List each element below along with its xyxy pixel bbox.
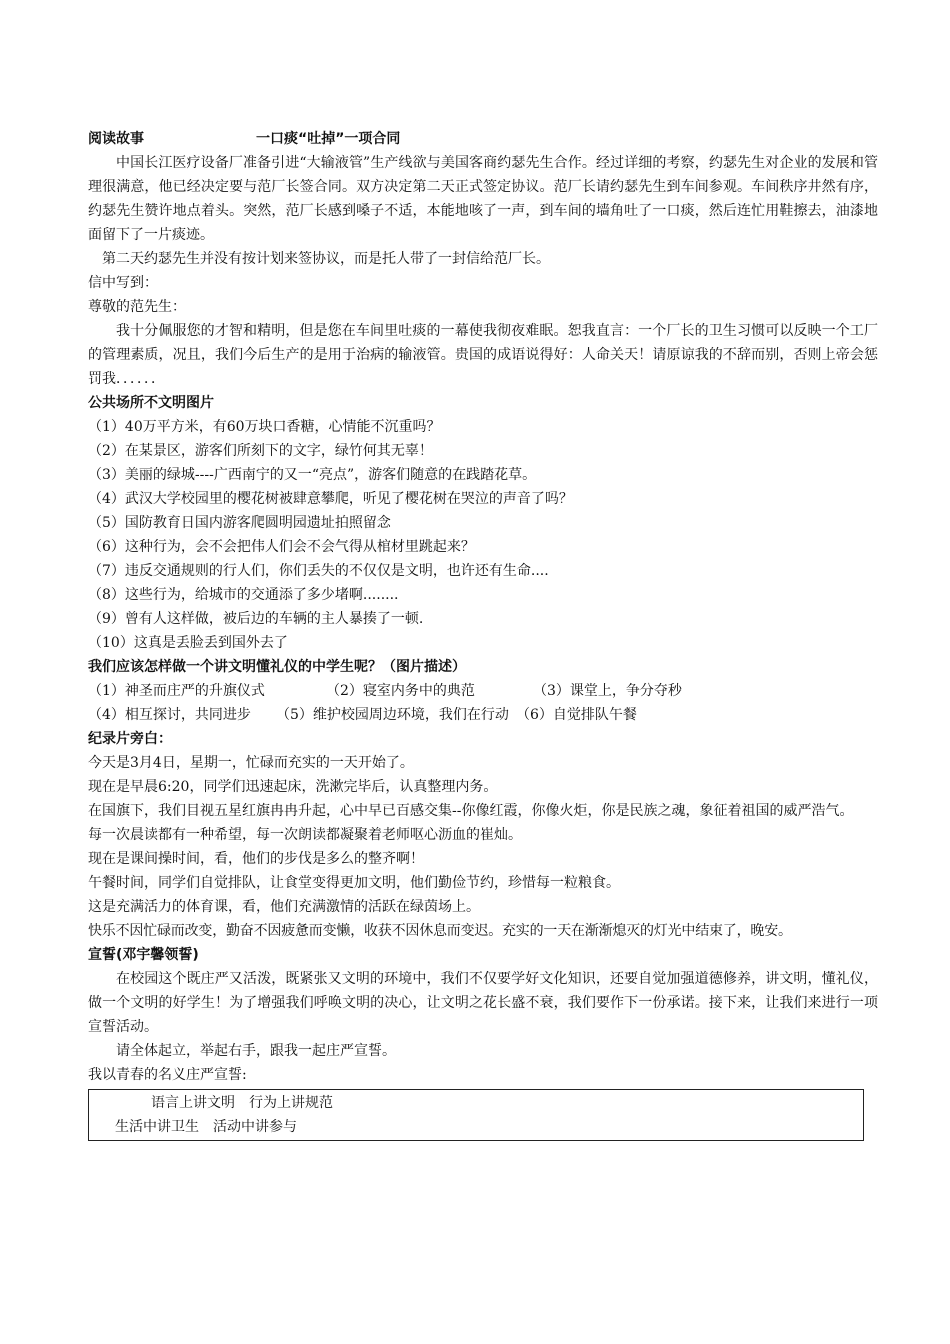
how-item: （1）神圣而庄严的升旗仪式 (88, 683, 265, 699)
story-title-row (88, 127, 878, 151)
oath-intro: 我以青春的名义庄严宣誓: (88, 1067, 247, 1083)
how-row-2 (88, 703, 878, 727)
how-item: （2）寝室内务中的典范 (326, 683, 475, 699)
picture-item: （3）美丽的绿城----广西南宁的又一“亮点”，游客们随意的在践踏花草。 (88, 467, 537, 483)
documentary-line: 在国旗下，我们目视五星红旗冉冉升起，心中早已百感交集--你像红霞，你像火炬，你是民族之魂，象征着祖国的威严浩气。 (88, 803, 854, 819)
story-title: 一口痰“吐掉”一项合同 (256, 131, 401, 147)
letter-intro: 信中写到： (88, 275, 158, 291)
how-row-1 (88, 679, 878, 703)
documentary-heading: 纪录片旁白： (88, 731, 172, 747)
oath-paragraph-2: 请全体起立，举起右手，跟我一起庄严宣誓。 (116, 1043, 396, 1059)
letter-salutation: 尊敬的范先生： (88, 299, 186, 315)
picture-item: （8）这些行为，给城市的交通添了多少堵啊........ (88, 587, 399, 603)
oath-box (88, 1089, 864, 1141)
documentary-line: 现在是课间操时间，看，他们的步伐是多么的整齐啊！ (88, 851, 424, 867)
story-paragraph-1: 中国长江医疗设备厂准备引进“大输液管”生产线欲与美国客商约瑟先生合作。经过详细的考察，约瑟先生对企业的发展和管理很满意，他已经决定要与范厂长签合同。双方决定第二天正式签定协议。范厂长请约瑟先生到车间参观。车间秩序井然有序，约瑟先生赞许地点着头。突然，范厂长感到嗓子不适，本能地咳了一声，到车间的墙角吐了一口痰，然后连忙用鞋擦去，油漆地面留下了一片痰迹。 (88, 155, 878, 243)
picture-item: （2）在某景区，游客们所刻下的文字，绿竹何其无辜！ (88, 443, 433, 459)
documentary-line: 每一次晨读都有一种希望，每一次朗读都凝聚着老师呕心沥血的崔灿。 (88, 827, 522, 843)
picture-item: （1）40万平方米，有60万块口香糖，心情能不沉重吗？ (88, 419, 441, 435)
oath-paragraph-1: 在校园这个既庄严又活泼，既紧张又文明的环境中，我们不仅要学好文化知识，还要自觉加强道德修养，讲文明，懂礼仪，做一个文明的好学生！为了增强我们呼唤文明的决心，让文明之花长盛不衰，我们要作下一份承诺。接下来，让我们来进行一项宣誓活动。 (88, 971, 878, 1035)
how-heading: 我们应该怎样做一个讲文明懂礼仪的中学生呢？（图片描述） (88, 659, 466, 675)
oath-box-line-1: 语言上讲文明 行为上讲规范 (151, 1095, 333, 1111)
documentary-line: 今天是3月4日，星期一，忙碌而充实的一天开始了。 (88, 755, 414, 771)
picture-item: （6）这种行为，会不会把伟人们会不会气得从棺材里跳起来？ (88, 539, 475, 555)
letter-body: 我十分佩服您的才智和精明，但是您在车间里吐痰的一幕使我彻夜难眠。恕我直言：一个厂长的卫生习惯可以反映一个工厂的管理素质，况且，我们今后生产的是用于治病的输液管。贵国的成语说得好：人命关天！请原谅我的不辞而别，否则上帝会惩罚我．．．．．． (88, 323, 878, 387)
picture-item: （7）违反交通规则的行人们，你们丢失的不仅仅是文明，也许还有生命.... (88, 563, 549, 579)
documentary-line: 这是充满活力的体育课，看，他们充满激情的活跃在绿茵场上。 (88, 899, 480, 915)
story-heading: 阅读故事 (88, 131, 144, 147)
documentary-line: 快乐不因忙碌而改变，勤奋不因疲惫而变懒，收获不因休息而变迟。充实的一天在渐渐熄灭的灯光中结束了，晚安。 (88, 923, 792, 939)
oath-heading: 宣誓(邓宇馨领誓) (88, 947, 199, 963)
how-item: （3）课堂上，争分夺秒 (533, 683, 682, 699)
picture-item: （9）曾有人这样做，被后边的车辆的主人暴揍了一顿. (88, 611, 424, 627)
picture-item: （10）这真是丢脸丢到国外去了 (88, 635, 288, 651)
document-body (88, 127, 878, 1141)
picture-item: （4）武汉大学校园里的樱花树被肆意攀爬，听见了樱花树在哭泣的声音了吗？ (88, 491, 573, 507)
story-paragraph-2: 第二天约瑟先生并没有按计划来签协议，而是托人带了一封信给范厂长。 (102, 251, 550, 267)
documentary-line: 现在是早晨6:20，同学们迅速起床，洗漱完毕后，认真整理内务。 (88, 779, 498, 795)
how-item: （6）自觉排队午餐 (516, 707, 637, 723)
pictures-heading: 公共场所不文明图片 (88, 395, 214, 411)
oath-box-line-2: 生活中讲卫生 活动中讲参与 (115, 1119, 297, 1135)
how-item: （4）相互探讨，共同进步 (88, 707, 251, 723)
documentary-line: 午餐时间，同学们自觉排队，让食堂变得更加文明，他们勤俭节约，珍惜每一粒粮食。 (88, 875, 620, 891)
how-item: （5）维护校园周边环境，我们在行动 (276, 707, 509, 723)
picture-item: （5）国防教育日国内游客爬圆明园遗址拍照留念 (88, 515, 391, 531)
